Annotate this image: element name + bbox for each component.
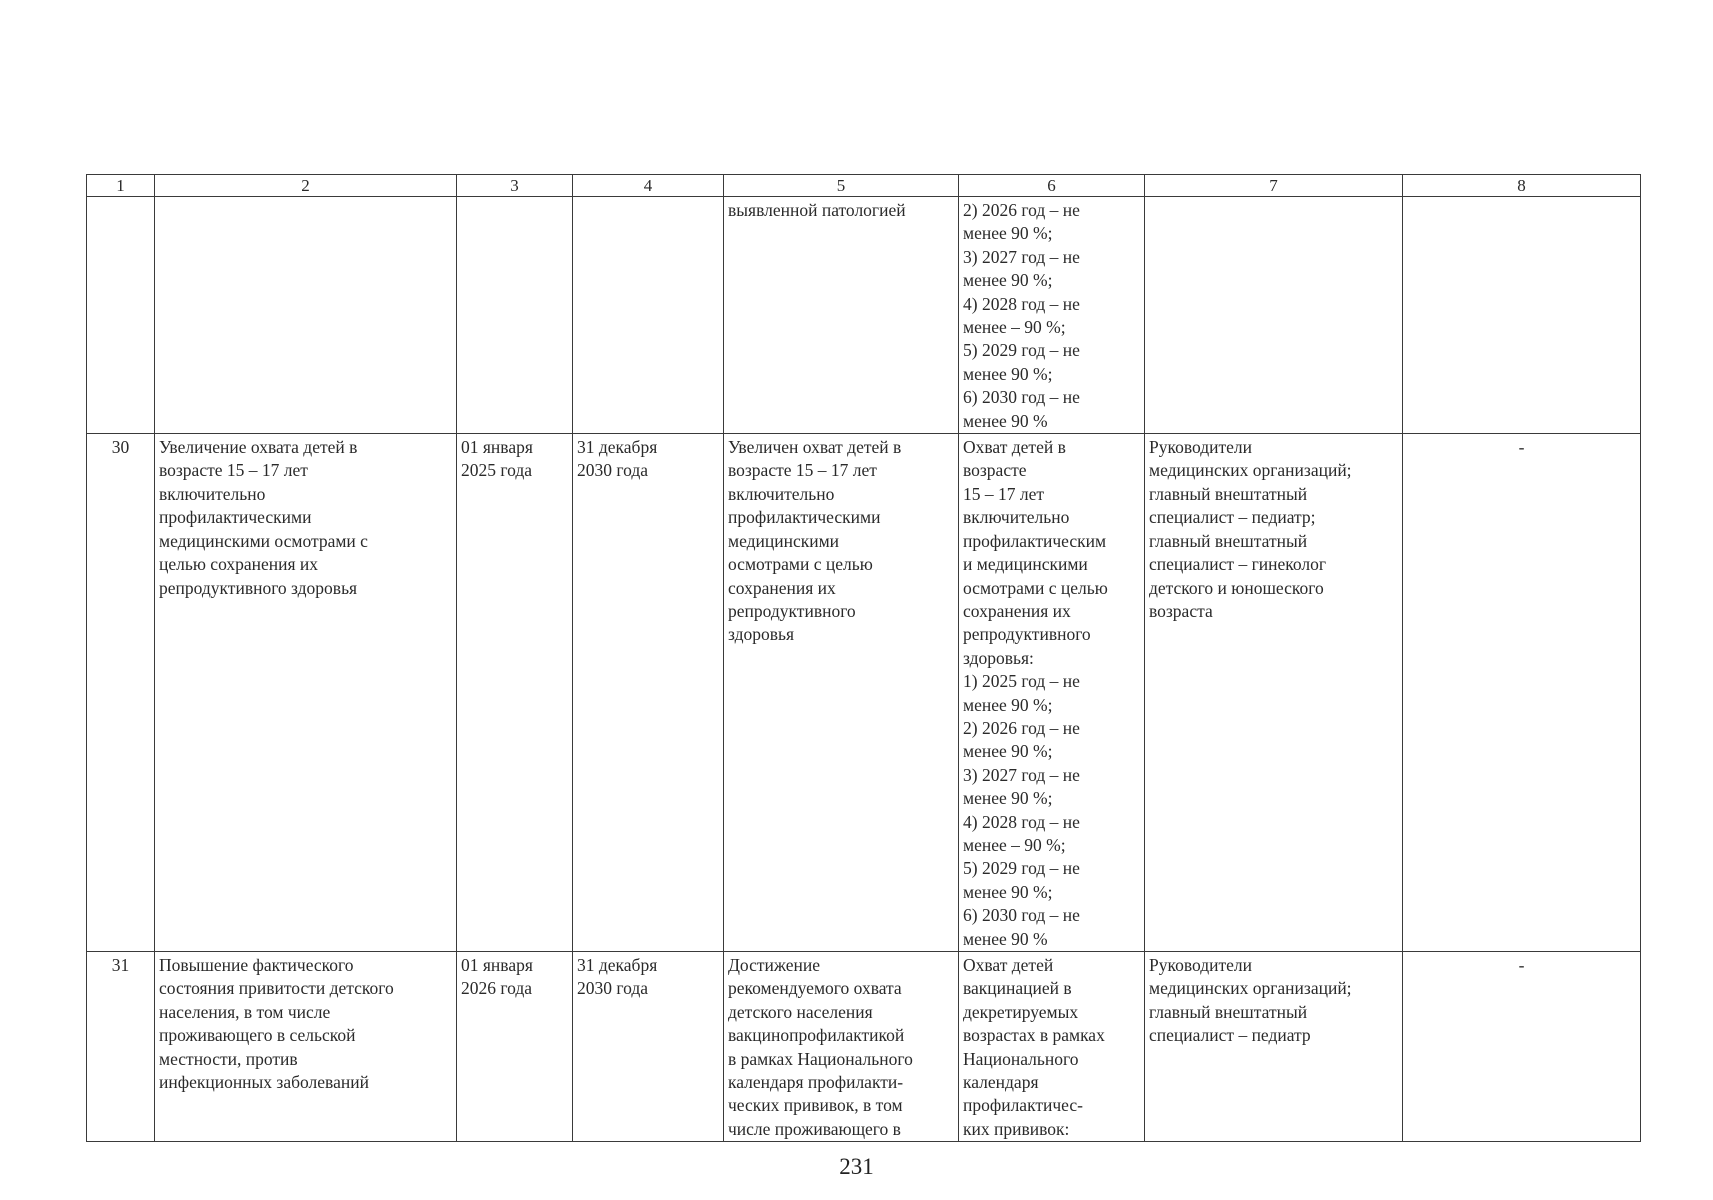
result-cell: Достижение рекомендуемого охвата детского населения вакцинопрофилактикой в рамках Национального календаря профилакти- ческих прививок, в том числе проживающего в	[724, 952, 959, 1142]
table-row-31	[87, 952, 1641, 1142]
indicator-cell: 2) 2026 год – не менее 90 %; 3) 2027 год – не менее 90 %; 4) 2028 год – не менее – 90 %; 5) 2029 год – не менее 90 %; 6) 2030 год – не менее 90 %	[959, 197, 1145, 434]
row-number-cell: 31	[87, 952, 155, 1142]
column-number-4: 4	[573, 175, 724, 197]
column-number-6: 6	[959, 175, 1145, 197]
start-date-cell	[457, 197, 573, 434]
note-cell: -	[1403, 434, 1641, 952]
column-number-1: 1	[87, 175, 155, 197]
result-cell: выявленной патологией	[724, 197, 959, 434]
measures-table	[86, 174, 1641, 1142]
responsible-cell: Руководители медицинских организаций; главный внештатный специалист – педиатр; главный внештатный специалист – гинеколог детского и юношеского возраста	[1145, 434, 1403, 952]
start-date-cell: 01 января 2025 года	[457, 434, 573, 952]
measure-cell	[155, 197, 457, 434]
row-number-cell	[87, 197, 155, 434]
end-date-cell: 31 декабря 2030 года	[573, 952, 724, 1142]
measure-cell: Повышение фактического состояния привитости детского населения, в том числе проживающего в сельской местности, против инфекционных заболеваний	[155, 952, 457, 1142]
column-number-3: 3	[457, 175, 573, 197]
end-date-cell	[573, 197, 724, 434]
responsible-cell: Руководители медицинских организаций; главный внештатный специалист – педиатр	[1145, 952, 1403, 1142]
indicator-cell: Охват детей в возрасте 15 – 17 лет включительно профилактическим и медицинскими осмотрами с целью сохранения их репродуктивного здоровья: 1) 2025 год – не менее 90 %; 2) 2026 год – не менее 90 %; 3) 2027 год – не менее 90 %; 4) 2028 год – не менее – 90 %; 5) 2029 год – не менее 90 %; 6) 2030 год – не менее 90 %	[959, 434, 1145, 952]
page-number: 231	[839, 1154, 874, 1179]
measure-cell: Увеличение охвата детей в возрасте 15 – 17 лет включительно профилактическими медицинскими осмотрами с целью сохранения их репродуктивного здоровья	[155, 434, 457, 952]
table-row-continuation	[87, 197, 1641, 434]
indicator-cell: Охват детей вакцинацией в декретируемых возрастах в рамках Национального календаря профилактичес- ких прививок:	[959, 952, 1145, 1142]
responsible-cell	[1145, 197, 1403, 434]
result-cell: Увеличен охват детей в возрасте 15 – 17 лет включительно профилактическими медицинскими осмотрами с целью сохранения их репродуктивного здоровья	[724, 434, 959, 952]
column-number-8: 8	[1403, 175, 1641, 197]
column-number-2: 2	[155, 175, 457, 197]
column-number-5: 5	[724, 175, 959, 197]
column-number-header-row	[87, 175, 1641, 197]
start-date-cell: 01 января 2026 года	[457, 952, 573, 1142]
end-date-cell: 31 декабря 2030 года	[573, 434, 724, 952]
note-cell	[1403, 197, 1641, 434]
column-number-7: 7	[1145, 175, 1403, 197]
note-cell: -	[1403, 952, 1641, 1142]
table-row-30	[87, 434, 1641, 952]
row-number-cell: 30	[87, 434, 155, 952]
